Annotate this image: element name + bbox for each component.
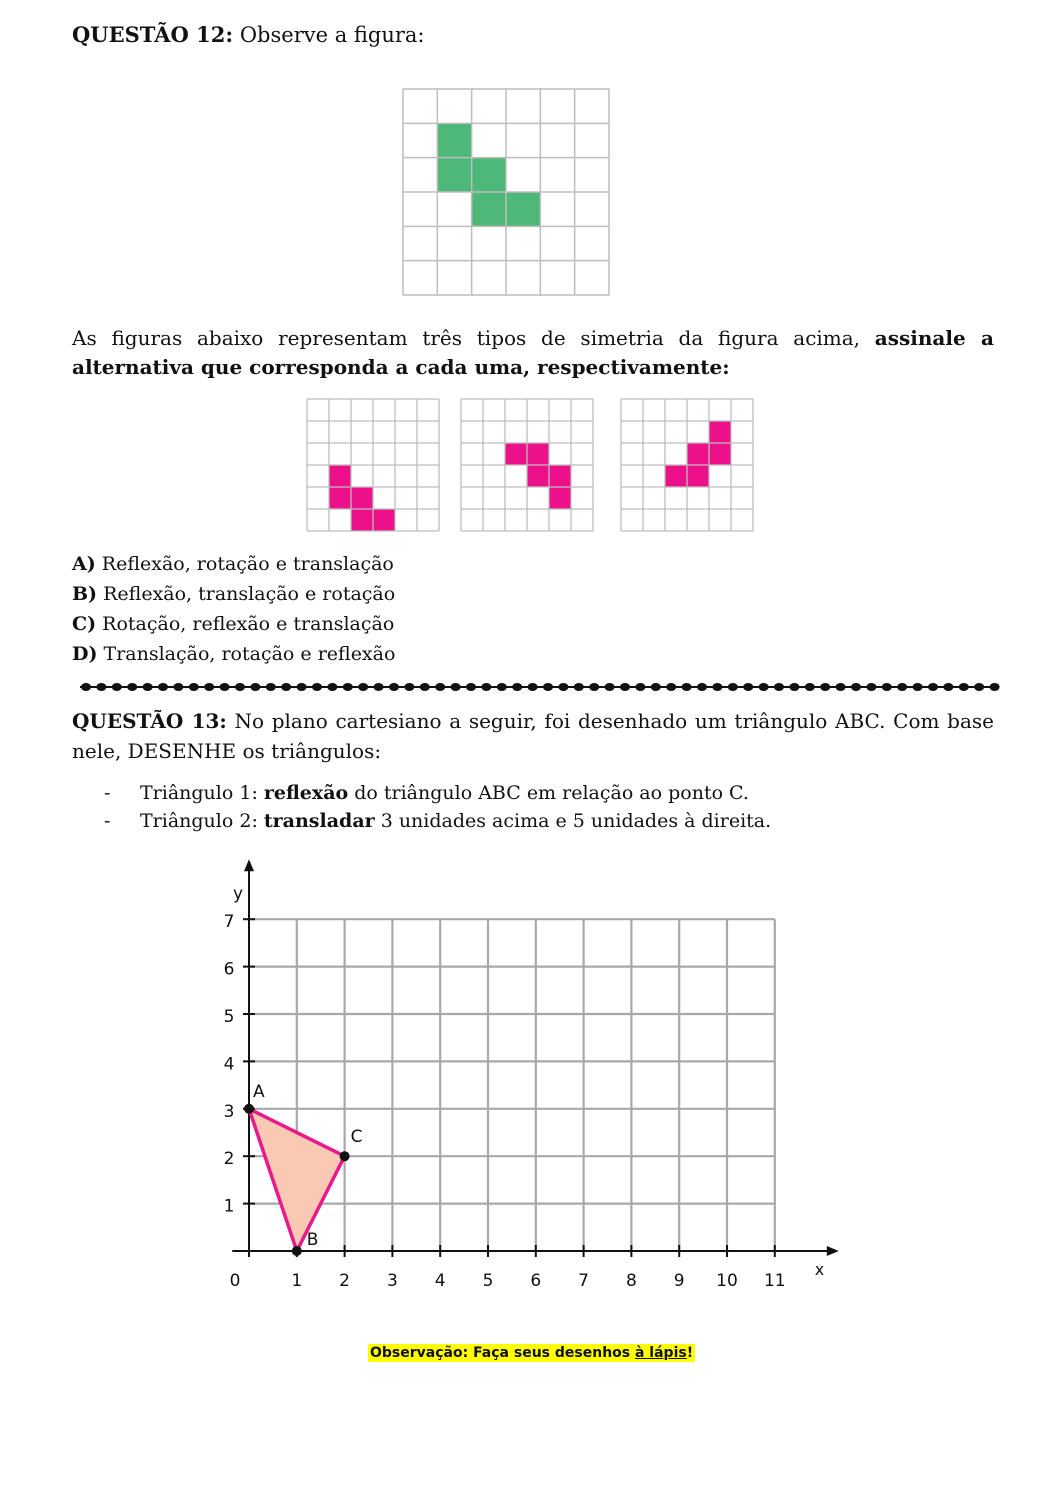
bullet-dash: - [104,782,111,804]
y-tick-label: 5 [223,1007,235,1027]
bullet-2-post: 3 unidades acima e 5 unidades à direita. [380,810,772,832]
option-d-letter: D) [72,643,98,665]
x-tick-label: 10 [716,1271,738,1291]
bullet-2-bold: transladar [263,810,375,832]
q12-prompt: Observe a figura: [239,23,425,47]
y-axis-label: y [233,884,244,905]
note-underlined: à lápis [634,1345,687,1361]
y-tick-label: 4 [223,1054,235,1075]
x-tick-label: 2 [339,1271,351,1291]
bullet-1-pre: Triângulo 1: [140,782,258,804]
y-tick-label: 3 [223,1101,235,1122]
point-b [292,1246,302,1256]
point-c [340,1151,350,1161]
q12-number: QUESTÃO 12: [72,22,234,47]
point-a [244,1104,254,1114]
point-label-a: A [253,1081,265,1102]
q13-number: QUESTÃO 13: [72,709,227,733]
point-label-c: C [350,1127,363,1148]
bullet-2-pre: Triângulo 2: [140,810,258,832]
x-tick-label: 1 [291,1271,303,1291]
option-a-letter: A) [72,553,96,575]
x-tick-label: 11 [763,1271,786,1291]
point-label-b: B [306,1230,319,1250]
x-tick-label: 3 [386,1271,398,1291]
option-d-text: Translação, rotação e reflexão [103,643,396,665]
y-tick-label: 2 [223,1149,235,1170]
observation-note [368,1344,695,1362]
y-axis-arrow [244,859,254,871]
x-tick-label: 9 [673,1271,685,1291]
option-c-text: Rotação, reflexão e translação [102,613,395,635]
y-tick-label: 6 [223,959,235,980]
option-a-text: Reflexão, rotação e translação [101,553,394,575]
bullet-dash: - [104,810,111,832]
x-tick-label: 0 [229,1271,241,1291]
x-tick-label: 8 [625,1271,637,1291]
x-axis-arrow [827,1246,839,1256]
bullet-1-bold: reflexão [263,782,349,804]
x-tick-label: 7 [578,1271,590,1291]
y-tick-label: 1 [223,1196,235,1217]
x-tick-label: 6 [530,1271,542,1291]
x-tick-label: 4 [434,1271,446,1291]
x-tick-label: 5 [482,1271,494,1291]
option-b-letter: B) [72,583,98,605]
y-tick-label: 7 [223,912,235,933]
option-b-text: Reflexão, translação e rotação [103,583,396,605]
q12-instruction-plain: As figuras abaixo representam três tipos de simetria da figura acima, [72,326,861,350]
q12-instruction-bold: assinale a alternativa que corresponda a cada uma, respectivamente: [72,326,995,379]
bullet-1-post: do triângulo ABC em relação ao ponto C. [354,782,749,804]
note-prefix: Observação: Faça seus desenhos [370,1345,635,1361]
plane-grid [249,919,775,1251]
note-suffix: ! [686,1345,694,1361]
x-axis-label: x [814,1260,825,1279]
option-c-letter: C) [72,613,97,635]
q13-body: No plano cartesiano a seguir, foi desenhado um triângulo ABC. Com base nele, DESENHE os triângulos: [72,709,995,763]
